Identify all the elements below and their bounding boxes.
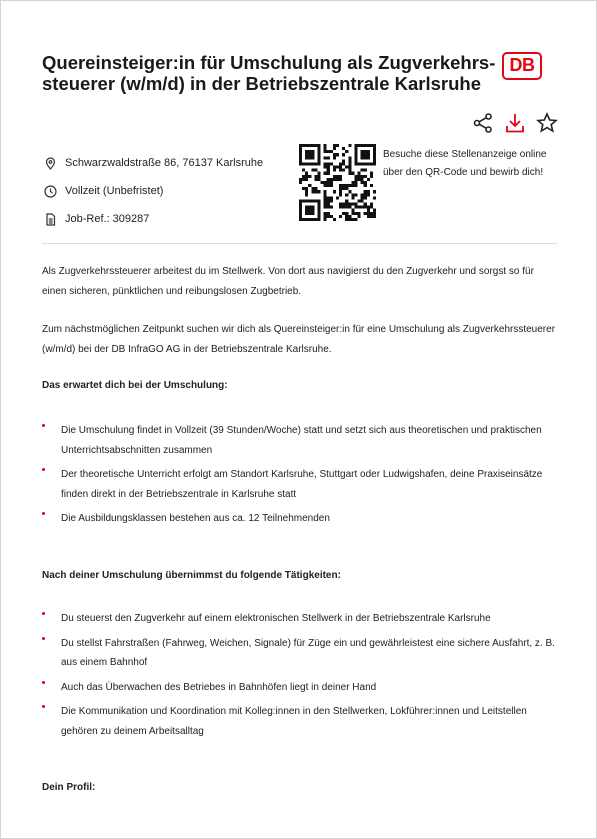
list-item: Du steuerst den Zugverkehr auf einem elektronischen Stellwerk in der Betriebszentrale Karlsruhe: [42, 609, 557, 629]
list-item: Die Umschulung findet in Vollzeit (39 Stunden/Woche) statt und setzt sich aus theoretischen und praktischen Unterrichtsabschnitten zusammen: [42, 421, 557, 460]
job-title: Quereinsteiger:in für Umschulung als Zugverkehrs-steuerer (w/m/d) in der Betriebszentrale Karlsruhe: [42, 52, 496, 94]
document-icon: [44, 213, 57, 226]
job-ref-text: Job-Ref.: 309287: [65, 213, 150, 225]
job-ref-row: [44, 205, 263, 233]
section-heading-profil: Dein Profil:: [42, 782, 96, 793]
job-meta: [44, 149, 263, 233]
address-row: [44, 149, 263, 177]
download-icon[interactable]: [504, 112, 526, 134]
list-item: Die Kommunikation und Koordination mit Kolleg:innen in den Stellwerken, Lokführer:innen und Leitstellen gehören zu deinem Arbeitsalltag: [42, 702, 557, 741]
action-bar: [472, 112, 558, 134]
location-pin-icon: [44, 157, 57, 170]
address-text: Schwarzwaldstraße 86, 76137 Karlsruhe: [65, 157, 264, 169]
umschulung-list: [42, 421, 557, 534]
taetigkeiten-list: [42, 609, 557, 746]
employment-row: [44, 177, 263, 205]
employment-text: Vollzeit (Unbefristet): [65, 185, 164, 197]
db-logo: DB: [502, 52, 542, 80]
divider: [42, 243, 557, 244]
intro-paragraph-2: Zum nächstmöglichen Zeitpunkt suchen wir dich als Quereinsteiger:in für eine Umschulung als Zugverkehrssteuerer (w/m/d) bei der DB InfraGO AG in der Betriebszentrale Karlsruhe.: [42, 324, 556, 355]
list-item: Du stellst Fahrstraßen (Fahrweg, Weichen, Signale) für Züge ein und gewährleistest eine sichere Ausfahrt, z. B. aus einem Bahnhof: [42, 634, 557, 673]
intro-paragraph-1: Als Zugverkehrssteuerer arbeitest du im Stellwerk. Von dort aus navigierst du den Zugverkehr und sorgst so für einen sicheren, pünktlichen und reibungslosen Zugbetrieb.: [42, 266, 534, 297]
list-item: Der theoretische Unterricht erfolgt am Standort Karlsruhe, Stuttgart oder Ludwigshafen, deine Praxiseinsätze finden direkt in der Betriebszentrale in Karlsruhe statt: [42, 465, 557, 504]
qr-text: Besuche diese Stellenanzeige online über den QR-Code und bewirb dich!: [383, 149, 547, 178]
list-item: Die Ausbildungsklassen bestehen aus ca. 12 Teilnehmenden: [42, 509, 557, 529]
list-item: Auch das Überwachen des Betriebes in Bahnhöfen liegt in deiner Hand: [42, 678, 557, 698]
qr-code: [299, 144, 376, 221]
section-heading-taetigkeiten: Nach deiner Umschulung übernimmst du folgende Tätigkeiten:: [42, 570, 341, 581]
section-heading-umschulung: Das erwartet dich bei der Umschulung:: [42, 380, 228, 391]
clock-icon: [44, 185, 57, 198]
star-icon[interactable]: [536, 112, 558, 134]
share-icon[interactable]: [472, 112, 494, 134]
